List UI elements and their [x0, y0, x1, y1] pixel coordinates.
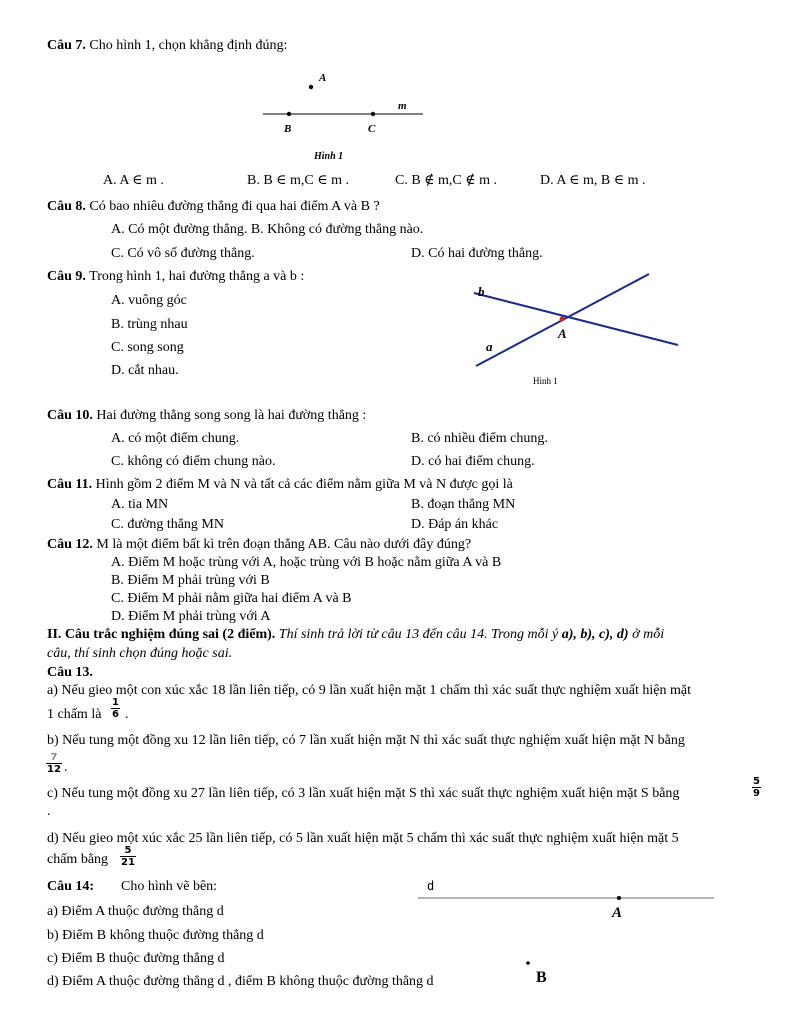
part2-note3: câu, thí sinh chọn đúng hoặc sai. [47, 646, 233, 661]
q7-option-a: A. A ∈ m . [103, 173, 164, 188]
part2-heading-line [47, 627, 664, 643]
q13-d-den: 21 [121, 857, 135, 868]
q12-question [47, 537, 471, 553]
q14-item-a: a) Điểm A thuộc đường thẳng d [47, 904, 224, 919]
q12-option-d: D. Điểm M phải trùng với A [111, 609, 271, 624]
q13-c-period: . [47, 804, 51, 819]
q7-point-b [287, 112, 291, 116]
q7-point-a [309, 85, 313, 89]
q8-text: Có bao nhiêu đường thẳng đi qua hai điểm A và B ? [85, 199, 380, 214]
q7-label-b: B [284, 123, 292, 135]
q9-point-a [560, 317, 565, 322]
q14-label-a: A [612, 905, 623, 921]
q9-line-b [474, 293, 678, 345]
q9-question [47, 269, 304, 285]
q13-b-fraction [46, 752, 62, 775]
q14-label-b: B [536, 969, 547, 986]
q11-option-b: B. đoạn thẳng MN [411, 497, 516, 512]
q13-c-line1: c) Nếu tung một đồng xu 27 lần liên tiếp, có 3 lần xuất hiện mặt S thì xác suất thực nghiệm xuất hiện mặt S bằng [47, 786, 680, 801]
q13-d-line2: chấm bằng [47, 852, 109, 867]
q13-b-period: . [64, 760, 68, 775]
q13-b-num: 7 [46, 752, 62, 764]
q7-caption: Hình 1 [314, 151, 344, 162]
q13-c-fraction [752, 776, 761, 799]
q7-label: Câu 7. [47, 38, 86, 53]
q14-label-d: d [427, 879, 435, 893]
q7-label-a: A [319, 72, 327, 84]
q9-text: Trong hình 1, hai đường thẳng a và b : [85, 269, 305, 284]
q12-option-a: A. Điểm M hoặc trùng với A, hoặc trùng với B hoặc nằm giữa A và B [111, 555, 502, 570]
q9-option-d: D. cắt nhau. [111, 363, 179, 378]
q11-label: Câu 11. [47, 477, 93, 492]
q10-option-a: A. có một điểm chung. [111, 431, 240, 446]
q13-a-period: . [125, 707, 129, 722]
q14-point-a [617, 896, 621, 900]
q14-label: Câu 14: [47, 879, 95, 894]
q13-c-den: 9 [753, 788, 760, 799]
q13-d-line1: d) Nếu gieo một xúc xắc 25 lần liên tiếp, có 5 lần xuất hiện mặt 5 chấm thì xác suất thực nghiệm xuất hiện mặt 5 [47, 831, 679, 846]
q13-a-fraction [111, 697, 120, 720]
part2-heading: II. Câu trắc nghiệm đúng sai (2 điểm). [47, 627, 276, 642]
q9-option-c: C. song song [111, 340, 184, 355]
q13-a-den: 6 [112, 709, 119, 720]
q13-c-num: 5 [753, 776, 760, 787]
q7-label-c: C [368, 123, 376, 135]
q7-text: Cho hình 1, chọn khẳng định đúng: [85, 38, 288, 53]
q12-label: Câu 12. [47, 537, 93, 552]
part2-note2: ở mỗi [628, 627, 665, 642]
q9-label-a-point: A [558, 326, 567, 341]
q10-option-d: D. có hai điểm chung. [411, 454, 535, 469]
q14-item-c: c) Điểm B thuộc đường thẳng d [47, 951, 225, 966]
q7-option-d: D. A ∈ m, B ∈ m . [540, 173, 646, 188]
q10-text: Hai đường thẳng song song là hai đường thẳng : [92, 408, 367, 423]
q7-option-b: B. B ∈ m,C ∈ m . [247, 173, 350, 188]
q13-b-den: 12 [47, 764, 61, 775]
q9-label-b: b [478, 284, 485, 299]
q14-item-d: d) Điểm A thuộc đường thẳng d , điểm B không thuộc đường thẳng d [47, 974, 434, 989]
q9-label: Câu 9. [47, 269, 86, 284]
part2-note-bold: a), b), c), d) [561, 627, 629, 642]
q11-option-a: A. tia MN [111, 497, 169, 512]
q8-option-c: C. Có vô số đường thẳng. [111, 246, 255, 261]
q14-item-b: b) Điểm B không thuộc đường thẳng d [47, 928, 264, 943]
q8-question [47, 199, 380, 215]
q13-a-num: 1 [112, 697, 119, 708]
q9-option-a: A. vuông góc [111, 293, 187, 308]
q14-point-b [526, 961, 530, 965]
q11-option-c: C. đường thẳng MN [111, 517, 224, 532]
q11-option-d: D. Đáp án khác [411, 517, 499, 532]
q11-text: Hình gồm 2 điểm M và N và tất cả các điểm nằm giữa M và N được gọi là [92, 477, 513, 492]
q8-option-ab: A. Có một đường thẳng. B. Không có đường thẳng nào. [111, 222, 424, 237]
q12-option-c: C. Điểm M phải nằm giữa hai điểm A và B [111, 591, 352, 606]
q10-question [47, 408, 366, 424]
q7-option-c: C. B ∉ m,C ∉ m . [395, 173, 498, 188]
q13-d-num: 5 [120, 845, 136, 857]
q11-question [47, 477, 513, 493]
q10-option-b: B. có nhiều điểm chung. [411, 431, 548, 446]
q10-label: Câu 10. [47, 408, 93, 423]
q9-caption: Hình 1 [533, 376, 558, 386]
q13-a-line2: 1 chấm là [47, 707, 102, 722]
q7-point-c [371, 112, 375, 116]
q13-label: Câu 13. [47, 665, 93, 680]
q13-d-fraction [120, 845, 136, 868]
part2-note1: Thí sinh trả lời từ câu 13 đến câu 14. Trong mỗi ý [275, 627, 562, 642]
q9-option-b: B. trùng nhau [111, 317, 188, 332]
q12-text: M là một điểm bất kì trên đoạn thẳng AB. Câu nào dưới đây đúng? [92, 537, 472, 552]
q14-text: Cho hình vẽ bên: [121, 879, 218, 894]
q13-b-line1: b) Nếu tung một đồng xu 12 lần liên tiếp, có 7 lần xuất hiện mặt N thì xác suất thực nghiệm xuất hiện mặt N bằng [47, 733, 685, 748]
q12-option-b: B. Điểm M phải trùng với B [111, 573, 270, 588]
q8-label: Câu 8. [47, 199, 86, 214]
q8-option-d: D. Có hai đường thẳng. [411, 246, 543, 261]
q13-a-line1: a) Nếu gieo một con xúc xắc 18 lần liên tiếp, có 9 lần xuất hiện mặt 1 chấm thì xác suất thực nghiệm xuất hiện mặt [47, 683, 692, 698]
q9-label-a-line: a [486, 339, 493, 354]
q10-option-c: C. không có điểm chung nào. [111, 454, 276, 469]
q7-label-m: m [398, 100, 407, 112]
